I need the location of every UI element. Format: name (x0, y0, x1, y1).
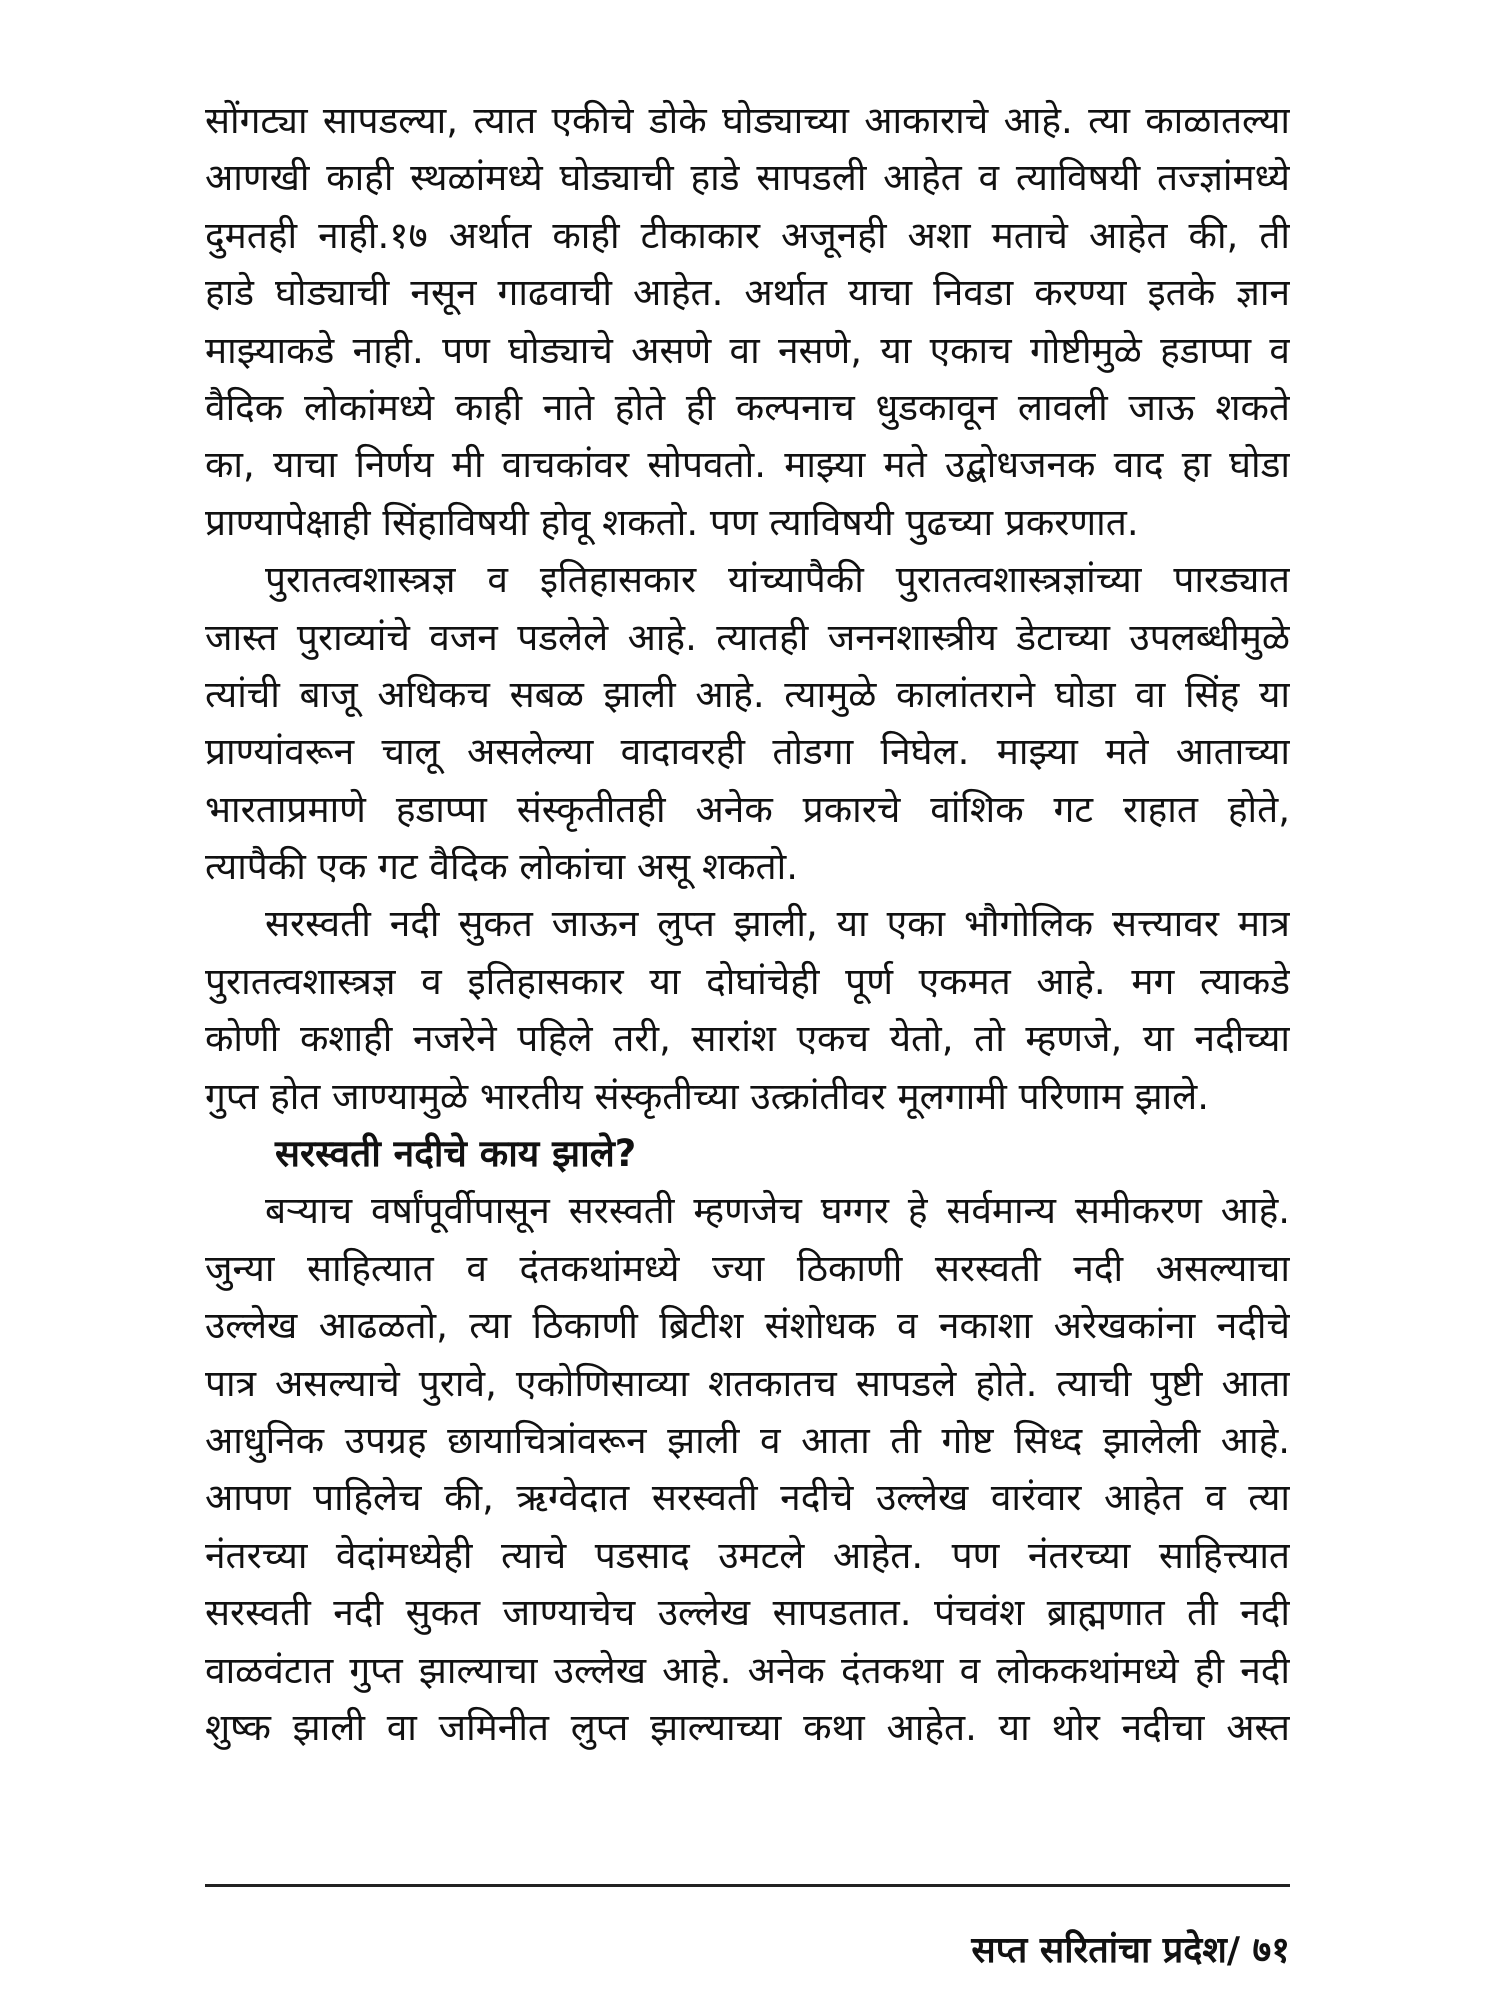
text-line: कोणी कशाही नजरेने पहिले तरी, सारांश एकच येतो, तो म्हणजे, या नदीच्या (205, 1017, 1290, 1061)
text-line: बऱ्याच वर्षांपूर्वीपासून सरस्वती म्हणजेच घग्गर हे सर्वमान्य समीकरण आहे. (265, 1189, 1290, 1233)
text-line: शुष्क झाली वा जमिनीत लुप्त झाल्याच्या कथा आहेत. या थोर नदीचा अस्त (205, 1705, 1290, 1749)
text-line: दुमतही नाही.१७ अर्थात काही टीकाकार अजूनही अशा मताचे आहेत की, ती (205, 213, 1290, 257)
text-line: माझ्याकडे नाही. पण घोड्याचे असणे वा नसणे, या एकाच गोष्टीमुळे हडाप्पा व (205, 328, 1290, 372)
text-line: गुप्त होत जाण्यामुळे भारतीय संस्कृतीच्या उत्क्रांतीवर मूलगामी परिणाम झाले. (205, 1074, 1209, 1118)
text-line: प्राण्यांवरून चालू असलेल्या वादावरही तोडगा निघेल. माझ्या मते आताच्या (205, 730, 1290, 774)
section-heading: सरस्वती नदीचे काय झाले? (275, 1132, 637, 1176)
text-line: वैदिक लोकांमध्ये काही नाते होते ही कल्पनाच धुडकावून लावली जाऊ शकते (205, 385, 1290, 429)
footer-divider (205, 1884, 1290, 1887)
text-line: प्राण्यापेक्षाही सिंहाविषयी होवू शकतो. पण त्याविषयी पुढच्या प्रकरणात. (205, 500, 1139, 544)
text-line: भारताप्रमाणे हडाप्पा संस्कृतीतही अनेक प्रकारचे वांशिक गट राहात होते, (205, 787, 1290, 831)
text-line: नंतरच्या वेदांमध्येही त्याचे पडसाद उमटले आहेत. पण नंतरच्या साहित्त्यात (205, 1533, 1290, 1577)
text-line: पुरातत्वशास्त्रज्ञ व इतिहासकार या दोघांचेही पूर्ण एकमत आहे. मग त्याकडे (205, 959, 1290, 1003)
text-line: जास्त पुराव्यांचे वजन पडलेले आहे. त्यातही जननशास्त्रीय डेटाच्या उपलब्धीमुळे (205, 615, 1290, 659)
body-text (205, 92, 1290, 1756)
text-line: जुन्या साहित्यात व दंतकथांमध्ये ज्या ठिकाणी सरस्वती नदी असल्याचा (205, 1246, 1290, 1290)
text-line: त्यापैकी एक गट वैदिक लोकांचा असू शकतो. (205, 845, 798, 889)
text-line: त्यांची बाजू अधिकच सबळ झाली आहे. त्यामुळे कालांतराने घोडा वा सिंह या (205, 672, 1290, 716)
text-line: सरस्वती नदी सुकत जाण्याचेच उल्लेख सापडतात. पंचवंश ब्राह्मणात ती नदी (205, 1591, 1290, 1635)
text-line: पात्र असल्याचे पुरावे, एकोणिसाव्या शतकातच सापडले होते. त्याची पुष्टी आता (205, 1361, 1290, 1405)
text-line: वाळवंटात गुप्त झाल्याचा उल्लेख आहे. अनेक दंतकथा व लोककथांमध्ये ही नदी (205, 1648, 1290, 1692)
text-line: हाडे घोड्याची नसून गाढवाची आहेत. अर्थात याचा निवडा करण्या इतके ज्ञान (205, 271, 1290, 315)
page-footer: सप्त सरितांचा प्रदेश/ ७१ (971, 1930, 1290, 1971)
text-line: पुरातत्वशास्त्रज्ञ व इतिहासकार यांच्यापैकी पुरातत्वशास्त्रज्ञांच्या पारड्यात (265, 558, 1290, 602)
text-line: सोंगट्या सापडल्या, त्यात एकीचे डोके घोड्याच्या आकाराचे आहे. त्या काळातल्या (205, 99, 1290, 142)
book-page (205, 92, 1290, 1992)
text-line: उल्लेख आढळतो, त्या ठिकाणी ब्रिटीश संशोधक व नकाशा अरेखकांना नदीचे (205, 1304, 1290, 1348)
text-line: आधुनिक उपग्रह छायाचित्रांवरून झाली व आता ती गोष्ट सिध्द झालेली आहे. (205, 1418, 1290, 1462)
text-line: का, याचा निर्णय मी वाचकांवर सोपवतो. माझ्या मते उद्बोधजनक वाद हा घोडा (205, 443, 1290, 487)
text-line: आपण पाहिलेच की, ऋग्वेदात सरस्वती नदीचे उल्लेख वारंवार आहेत व त्या (205, 1476, 1290, 1520)
text-line: आणखी काही स्थळांमध्ये घोड्याची हाडे सापडली आहेत व त्याविषयी तज्ज्ञांमध्ये (205, 156, 1290, 200)
text-line: सरस्वती नदी सुकत जाऊन लुप्त झाली, या एका भौगोलिक सत्त्यावर मात्र (265, 902, 1290, 946)
